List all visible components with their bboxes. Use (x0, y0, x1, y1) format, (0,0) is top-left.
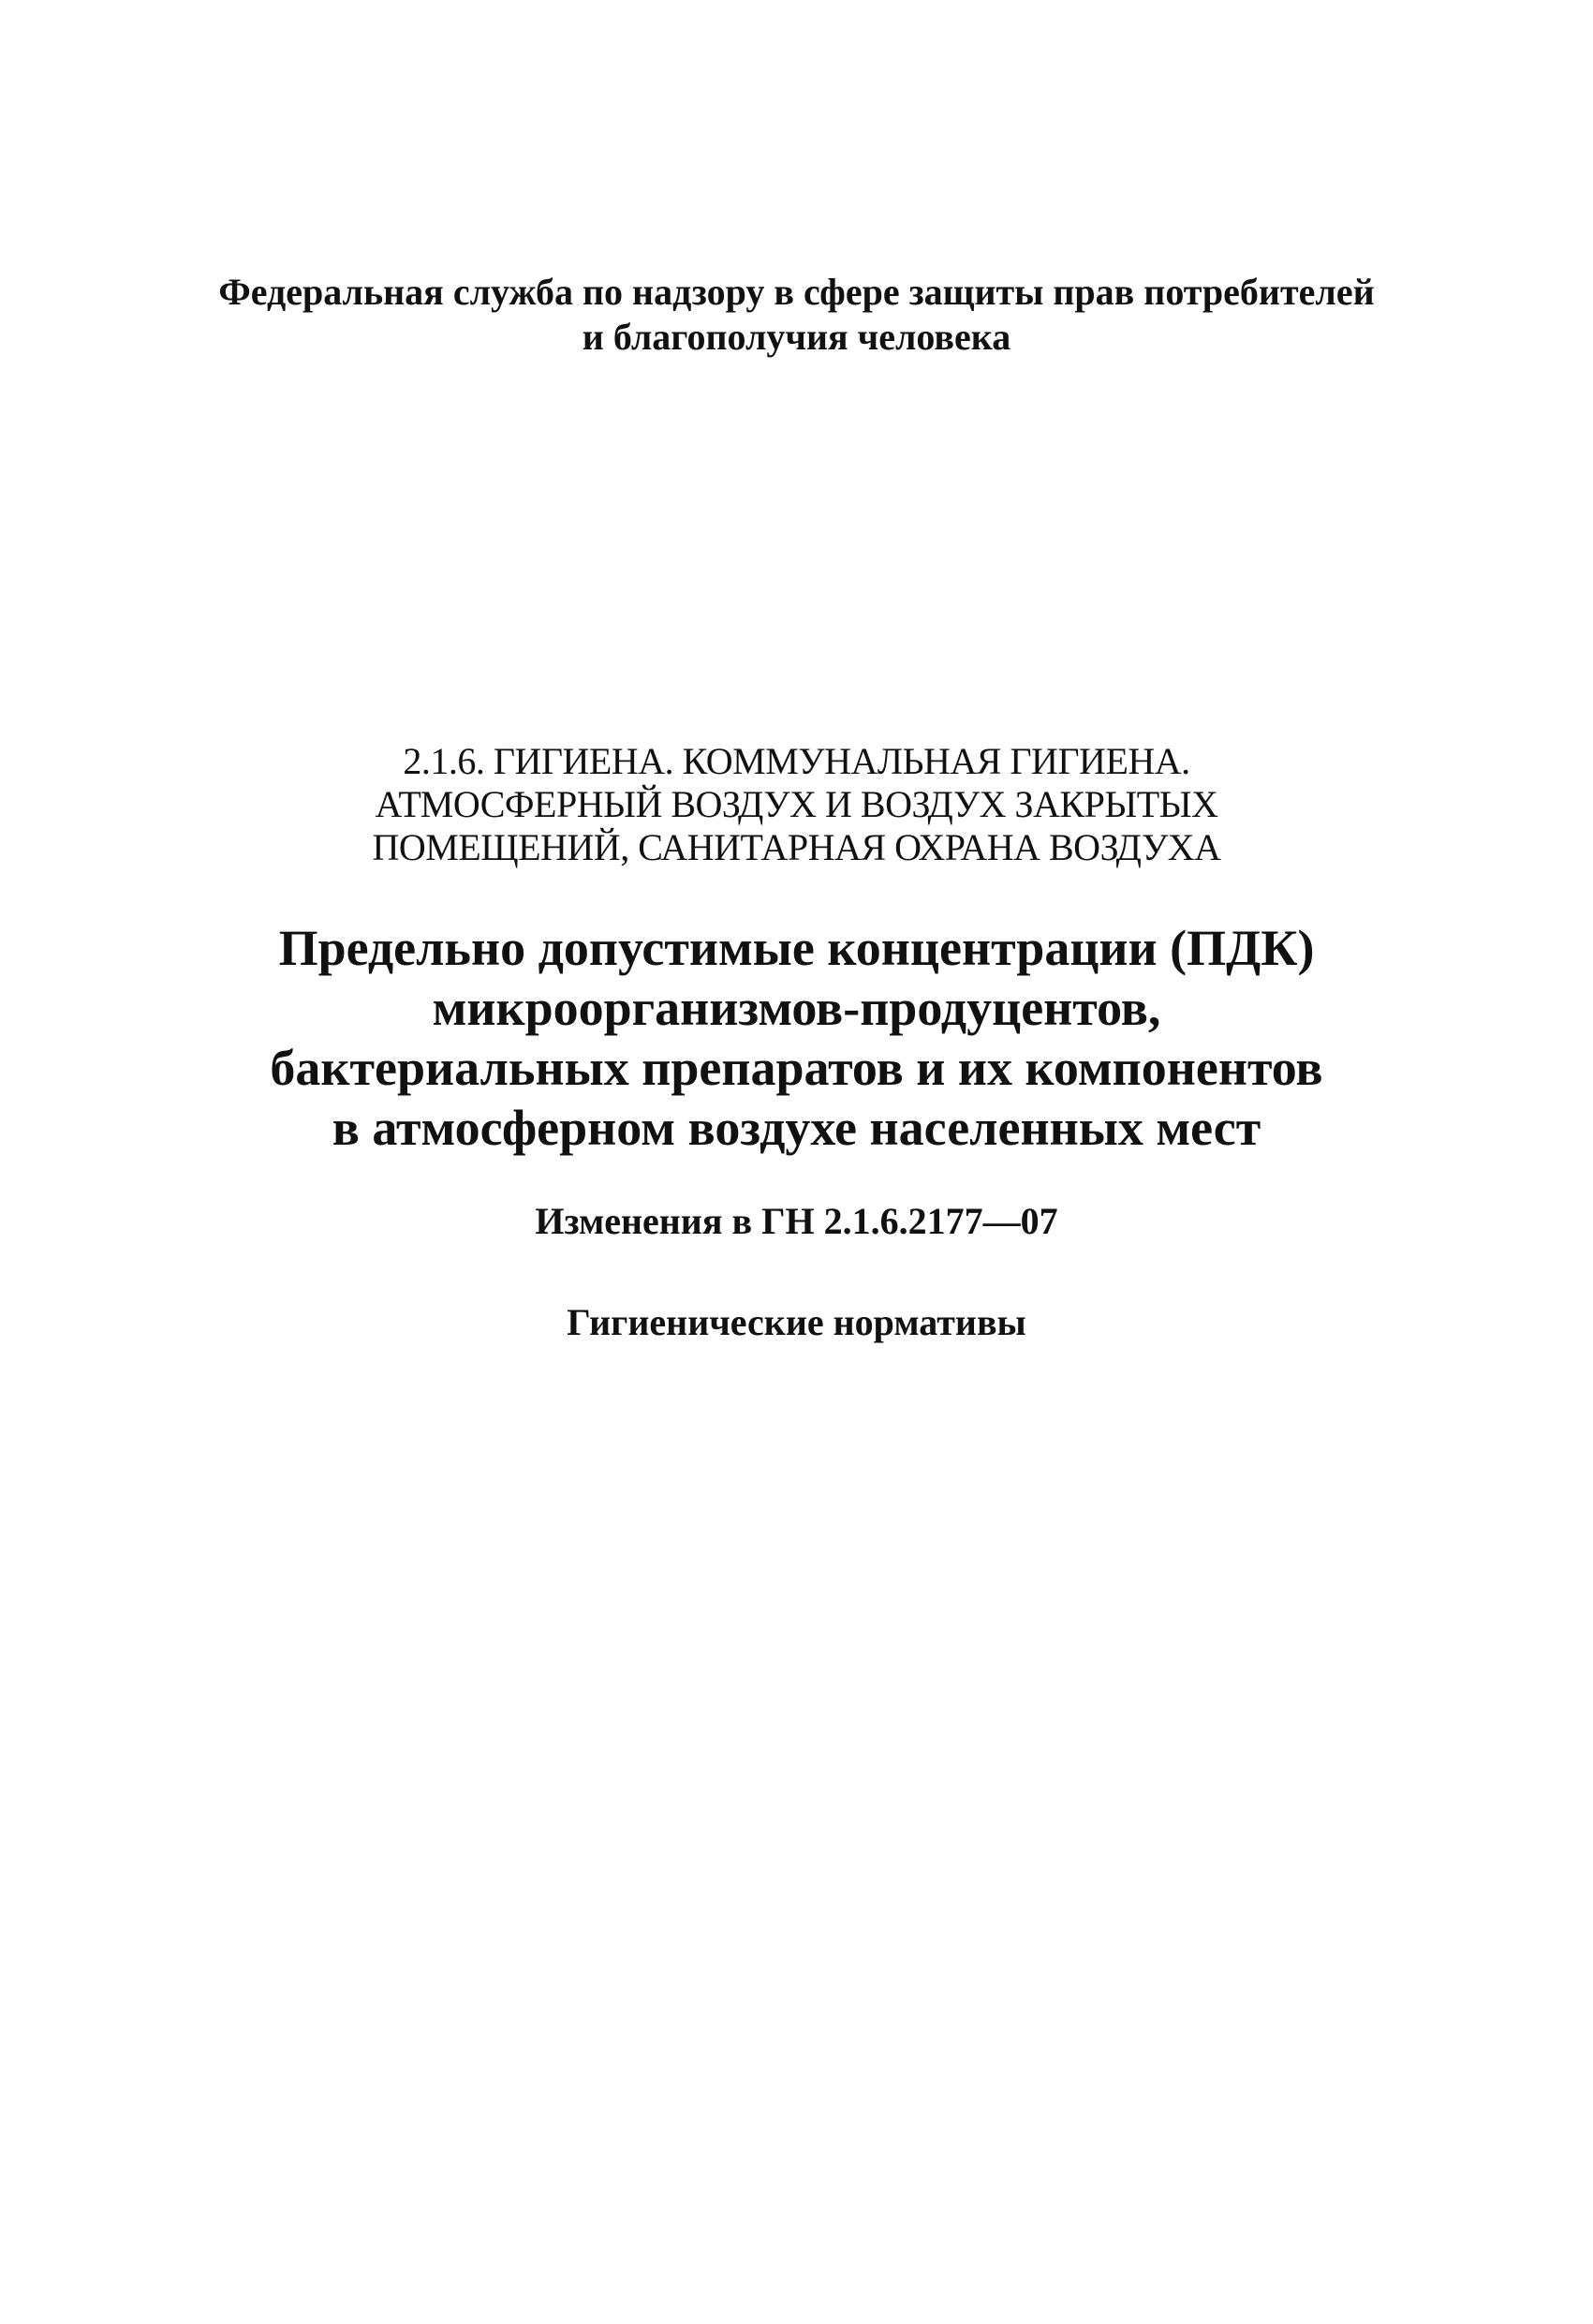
agency-header (0, 270, 1593, 360)
section-heading (0, 740, 1593, 869)
agency-line-2: и благополучия человека (582, 316, 1011, 358)
title-line-2: микроорганизмов-продуцентов, (432, 980, 1161, 1036)
title-line-1: Предельно допустимые концентрации (ПДК) (278, 920, 1315, 976)
document-kind (0, 1300, 1593, 1345)
title-line-3: бактериальных препаратов и их компонентов (270, 1040, 1323, 1096)
section-line-1: 2.1.6. ГИГИЕНА. КОММУНАЛЬНАЯ ГИГИЕНА. (403, 740, 1190, 782)
changes-text: Изменения в ГН 2.1.6.2177—07 (535, 1200, 1058, 1242)
title-line-4: в атмосферном воздухе населенных мест (332, 1100, 1261, 1156)
document-kind-text: Гигиенические нормативы (567, 1301, 1026, 1343)
agency-line-1: Федеральная служба по надзору в сфере защиты прав потребителей (218, 271, 1375, 313)
document-title (0, 918, 1593, 1158)
section-line-2: АТМОСФЕРНЫЙ ВОЗДУХ И ВОЗДУХ ЗАКРЫТЫХ (375, 783, 1218, 825)
changes-line (0, 1199, 1593, 1244)
section-line-3: ПОМЕЩЕНИЙ, САНИТАРНАЯ ОХРАНА ВОЗДУХА (372, 826, 1221, 868)
